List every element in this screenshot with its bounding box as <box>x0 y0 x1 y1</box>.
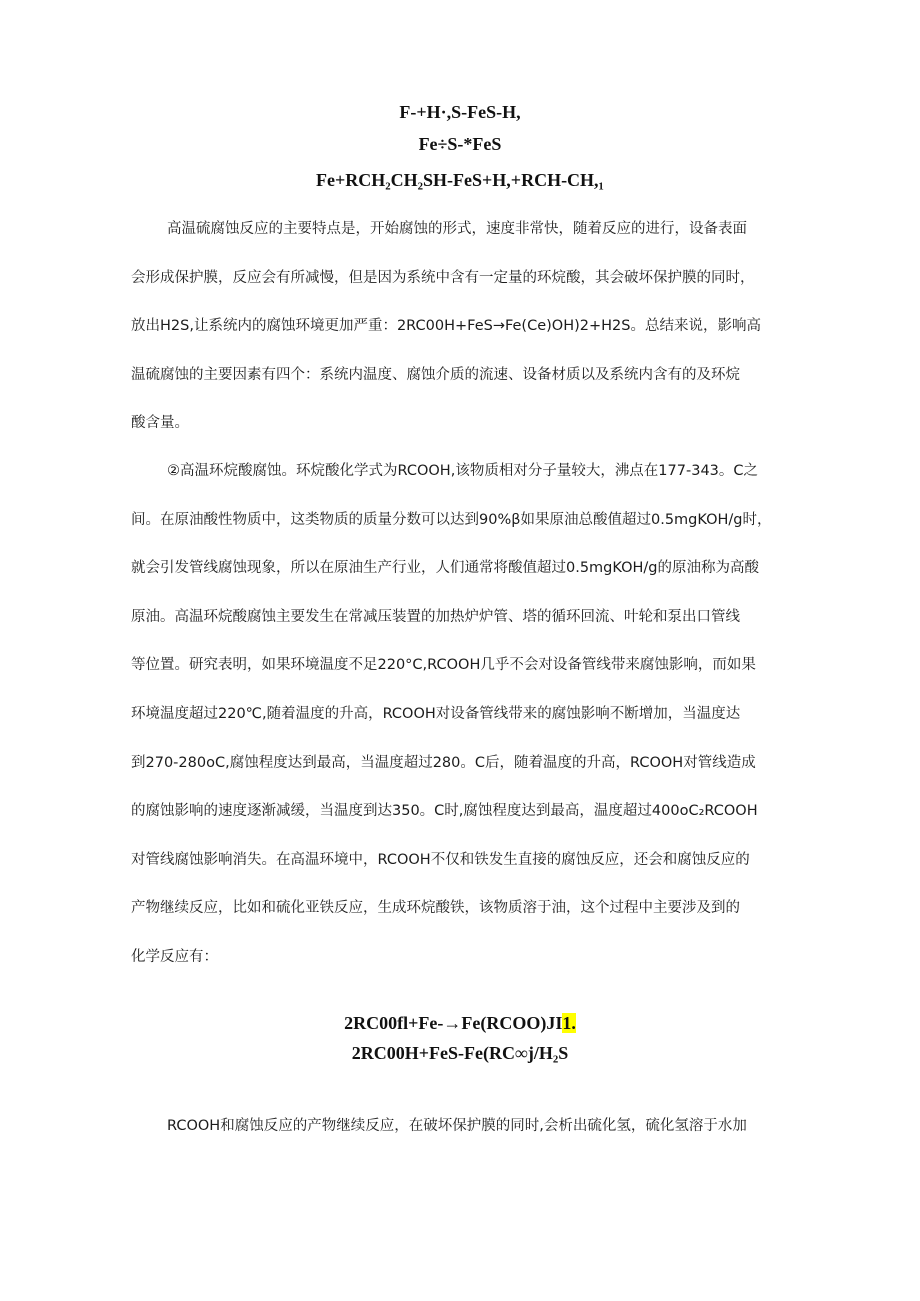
paragraph-high-temp-sulfur <box>131 205 791 448</box>
paragraph-line: 原油。高温环烷酸腐蚀主要发生在常减压装置的加热炉炉管、塔的循环回流、叶轮和泵出口管线 <box>131 608 740 625</box>
paragraph-line: 化学反应有： <box>131 948 218 965</box>
formula-fe-h2s: F-+H·,S-FeS-H, <box>399 102 521 122</box>
paragraph-line: 酸含量。 <box>131 415 189 432</box>
paragraph-line: 产物继续反应，比如和硫化亚铁反应，生成环烷酸铁，该物质溶于油，这个过程中主要涉及到的 <box>131 900 740 917</box>
highlighted-text: 1. <box>562 1013 576 1033</box>
paragraph-line: 高温硫腐蚀反应的主要特点是，开始腐蚀的形式，速度非常快，随着反应的进行，设备表面 <box>167 221 747 237</box>
paragraph-line: 等位置。研究表明，如果环境温度不足220°C,RCOOH几乎不会对设备管线带来腐蚀影响，而如果 <box>131 657 756 674</box>
paragraph-naphthenic-acid <box>131 447 791 982</box>
paragraph-line: 会形成保护膜，反应会有所减慢，但是因为系统中含有一定量的环烷酸，其会破坏保护膜的同时， <box>131 269 755 286</box>
formula-mercaptan: Fe+RCH₂CH₂SH-FeS+H,+RCH-CH,₁ <box>316 170 604 190</box>
formula-rcooh-fe-text: 2RC00fl+Fe-→Fe(RCOO)JI <box>344 1013 563 1033</box>
paragraph-line: 放出H2S,让系统内的腐蚀环境更加严重：2RC00H+FeS→Fe(Ce)OH)2+H2S。总结来说，影响高 <box>131 318 761 335</box>
formula-fe-s: Fe÷S-*FeS <box>418 134 502 154</box>
paragraph-line: 环境温度超过220℃,随着温度的升高，RCOOH对设备管线带来的腐蚀影响不断增加，当温度达 <box>131 705 741 722</box>
formula-rcooh-fe <box>0 1011 920 1035</box>
paragraph-line: 间。在原油酸性物质中，这类物质的质量分数可以达到90%β如果原油总酸值超过0.5mgKOH∕g时， <box>131 511 772 528</box>
paragraph-line: 温硫腐蚀的主要因素有四个：系统内温度、腐蚀介质的流速、设备材质以及系统内含有的及环烷 <box>131 366 740 383</box>
paragraph-line: 到270-280oC,腐蚀程度达到最高，当温度超过280。C后，随着温度的升高，RCOOH对管线造成 <box>131 754 756 771</box>
paragraph-line: RCOOH和腐蚀反应的产物继续反应，在破坏保护膜的同时,会析出硫化氢，硫化氢溶于水加 <box>167 1118 747 1134</box>
paragraph-line: 对管线腐蚀影响消失。在高温环境中，RCOOH不仅和铁发生直接的腐蚀反应，还会和腐蚀反应的 <box>131 851 750 868</box>
paragraph-continuation <box>131 1102 791 1151</box>
paragraph-line: ②高温环烷酸腐蚀。环烷酸化学式为RCOOH,该物质相对分子量较大，沸点在177-343。C之 <box>167 463 759 479</box>
formula-rcooh-fes: 2RC00H+FeS-Fe(RC∞j/H₂S <box>351 1043 569 1063</box>
paragraph-line: 就会引发管线腐蚀现象，所以在原油生产行业，人们通常将酸值超过0.5mgKOH∕g的原油称为高酸 <box>131 560 760 577</box>
paragraph-line: 的腐蚀影响的速度逐渐减缓，当温度到达350。C时,腐蚀程度达到最高，温度超过400oC₂RCOOH <box>131 803 758 820</box>
